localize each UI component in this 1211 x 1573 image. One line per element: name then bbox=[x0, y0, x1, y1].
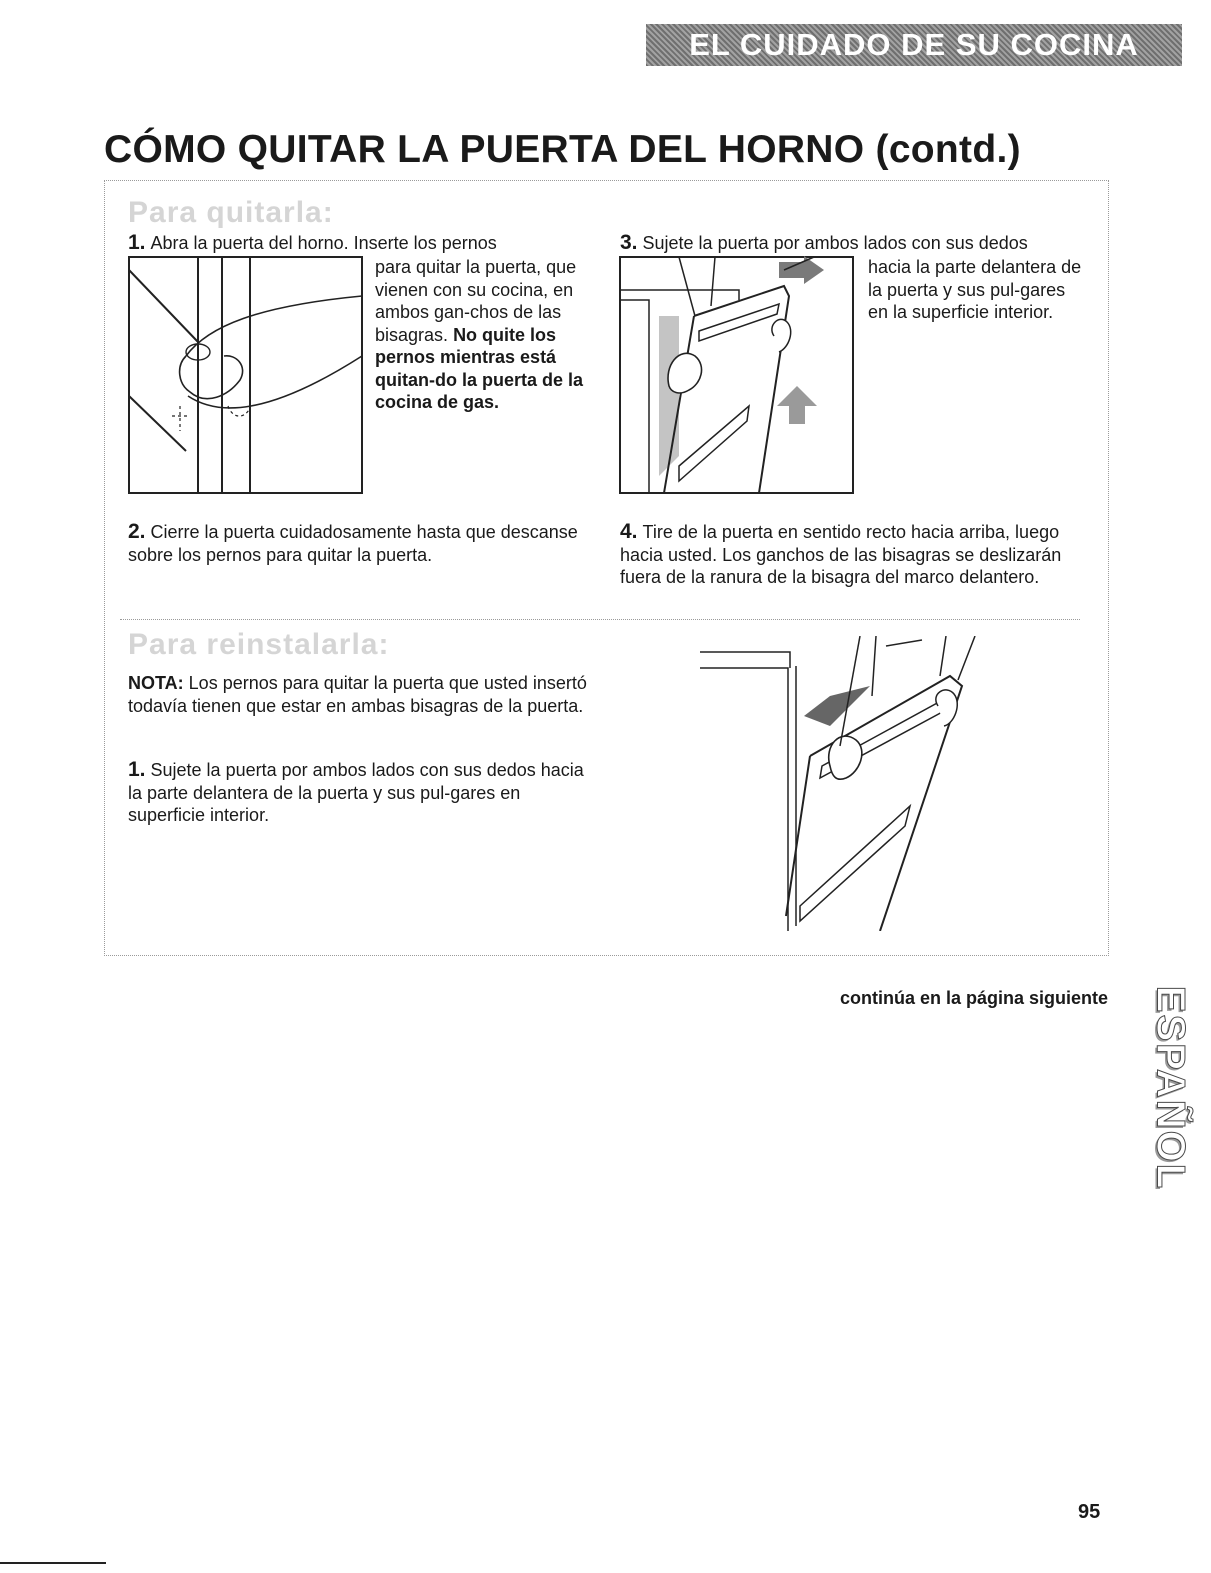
section-banner: EL CUIDADO DE SU COCINA bbox=[646, 24, 1182, 66]
continued-note: continúa en la página siguiente bbox=[839, 988, 1108, 1008]
reinstall-heading: Para reinstalarla: bbox=[128, 628, 390, 661]
reinstall-step1: 1. Sujete la puerta por ambos lados con sus dedos hacia la parte delantera de la puerta y sus pul-gares en superficie interior. bbox=[128, 758, 584, 825]
page-title: CÓMO QUITAR LA PUERTA DEL HORNO (contd.) bbox=[104, 128, 1021, 171]
remove-step3-lead: 3. Sujete la puerta por ambos lados con sus dedos bbox=[620, 231, 1028, 254]
gas-warning: No quite los pernos mientras está quitan-do la puerta de la cocina de gas. bbox=[375, 324, 584, 412]
remove-step4: 4. Tire de la puerta en sentido recto hacia arriba, luego hacia usted. Los ganchos de las bisagras se deslizarán fuera de la ranura de la bisagra del marco delantero. bbox=[620, 520, 1062, 587]
reinstall-door-illustration bbox=[700, 636, 990, 931]
remove-step1-lead: 1. Abra la puerta del horno. Inserte los pernos bbox=[128, 231, 497, 254]
remove-step3-text: hacia la parte delantera de la puerta y sus pul-gares en la superficie interior. bbox=[868, 257, 1082, 322]
step-number: 4. bbox=[620, 520, 638, 543]
note-label: NOTA: bbox=[128, 673, 184, 693]
language-side-tab: ESPAÑOL bbox=[1148, 985, 1193, 1191]
reinstall-note: NOTA: Los pernos para quitar la puerta que usted insertó todavía tienen que estar en ambas bisagras de la puerta. bbox=[128, 673, 587, 716]
section-divider bbox=[120, 619, 1080, 620]
remove-step2: 2. Cierre la puerta cuidadosamente hasta que descanse sobre los pernos para quitar la puerta. bbox=[128, 520, 578, 565]
step-number: 1. bbox=[128, 231, 146, 254]
step-number: 3. bbox=[620, 231, 638, 254]
step-number: 1. bbox=[128, 758, 146, 781]
remove-heading: Para quitarla: bbox=[128, 196, 334, 229]
remove-step1-text: para quitar la puerta, que vienen con su cocina, en ambos gan-chos de las bisagras. No quite los pernos mientras está quitan-do la puerta de la cocina de gas. bbox=[375, 257, 584, 412]
hinge-pin-illustration bbox=[128, 256, 364, 496]
footer-rule bbox=[0, 1562, 106, 1564]
page-number: 95 bbox=[1078, 1501, 1101, 1523]
lift-door-illustration bbox=[619, 256, 855, 496]
step-number: 2. bbox=[128, 520, 146, 543]
